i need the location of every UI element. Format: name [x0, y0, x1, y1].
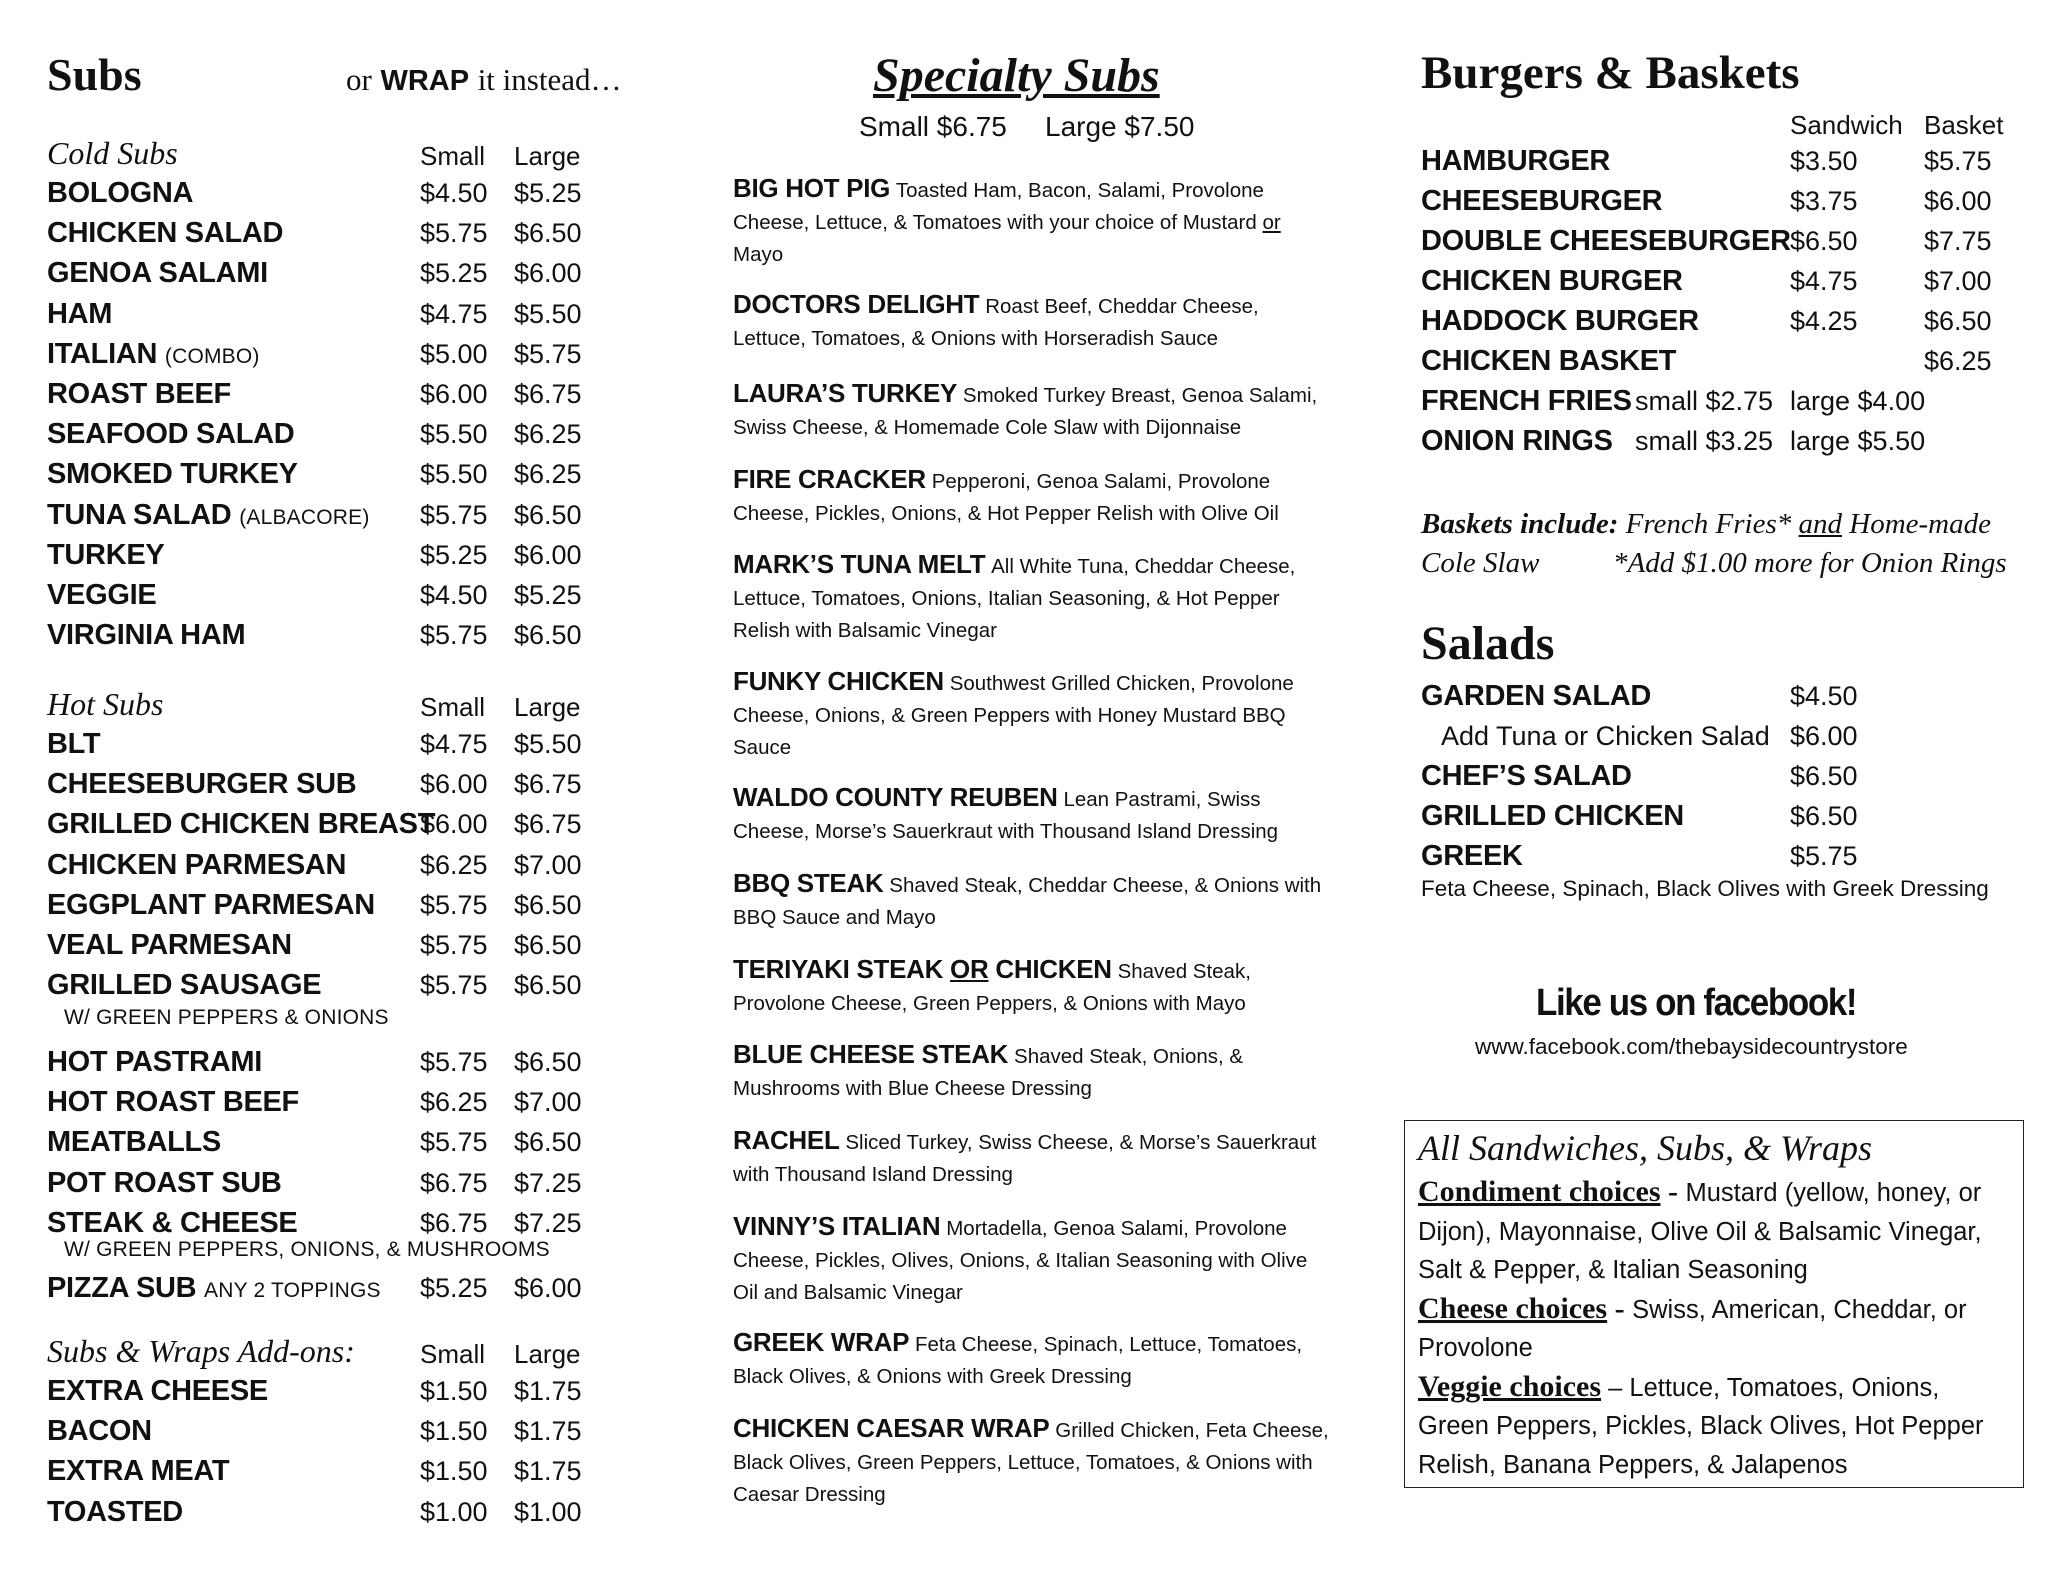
price-large: $6.50 — [514, 930, 582, 960]
item-name — [47, 969, 321, 1002]
burger-row-chicken-basket — [1421, 345, 2021, 383]
burger-row-cheeseburger — [1421, 185, 2021, 223]
price-basket: $6.00 — [1924, 186, 1992, 216]
price-small: $5.75 — [420, 1047, 488, 1077]
salad-row-chef-s-salad — [1421, 760, 2021, 798]
price-basket: $5.75 — [1924, 146, 1992, 176]
item-name: ONION RINGS — [1421, 425, 1613, 457]
specialty-desc-a: Shaved Steak, Onions, & Mushrooms with Blue Cheese Dressing — [733, 1045, 1244, 1100]
side-row-french-fries — [1421, 385, 2021, 423]
item-name-text: BOLOGNA — [47, 177, 194, 209]
menu-row-italian — [47, 338, 607, 376]
specialty-item-waldo-county-reuben — [733, 781, 1333, 848]
item-name — [47, 217, 283, 250]
price-small: $1.50 — [420, 1456, 488, 1487]
wrap-word: WRAP — [380, 65, 470, 97]
specialty-name-b: CHICKEN — [988, 954, 1112, 984]
specialty-name: RACHEL — [733, 1125, 840, 1155]
price-basket: $7.75 — [1924, 226, 1992, 256]
specialty-name: GREEK WRAP — [733, 1327, 910, 1357]
price-small: $6.25 — [420, 1087, 488, 1118]
item-name-text: BLT — [47, 728, 101, 760]
item-name — [47, 458, 298, 491]
item-name-text: CHEESEBURGER SUB — [47, 768, 357, 801]
specialty-desc-a: Smoked Turkey Breast, Genoa Salami, Swiss Cheese, & Homemade Cole Slaw with Dijonnaise — [733, 384, 1318, 439]
specialty-name: LAURA’S TURKEY — [733, 378, 958, 408]
specialty-name: CHICKEN CAESAR WRAP — [733, 1413, 1050, 1443]
addons-heading: Subs & Wraps Add-ons: — [47, 1333, 355, 1369]
salad-row-garden-salad — [1421, 680, 2021, 718]
item-name-text: MEATBALLS — [47, 1126, 221, 1159]
price-large: $6.75 — [514, 379, 582, 409]
menu-row-pot-roast-sub — [47, 1167, 607, 1205]
price-large: $6.00 — [514, 258, 582, 289]
menu-row-bacon — [47, 1415, 607, 1453]
menu-row-eggplant-parmesan — [47, 889, 607, 927]
burgers-title: Burgers & Baskets — [1421, 47, 1800, 99]
item-name: CHICKEN BASKET — [1421, 345, 1677, 377]
price-large: $5.75 — [514, 338, 582, 369]
hot-col-small: Small — [420, 692, 486, 722]
facebook-url[interactable]: www.facebook.com/thebaysidecountrystore — [1475, 1034, 1908, 1059]
cheese-text: Swiss, American, Cheddar, or Provolone — [1418, 1295, 1967, 1362]
price-large: $1.75 — [514, 1416, 582, 1447]
item-name — [47, 768, 356, 801]
condiment-box — [1404, 1120, 2024, 1488]
specialty-item-laura-s-turkey — [733, 377, 1333, 444]
price-small: $4.75 — [420, 298, 488, 329]
item-name-text: BACON — [47, 1415, 152, 1448]
item-name — [47, 1207, 297, 1240]
item-name: HADDOCK BURGER — [1421, 305, 1699, 337]
specialty-name-a: TERIYAKI STEAK — [733, 954, 951, 984]
price-large: $5.25 — [514, 178, 582, 208]
price-large: $1.00 — [514, 1496, 582, 1527]
specialty-name-or: OR — [950, 954, 989, 984]
specialty-desc-a: Toasted Ham, Bacon, Salami, Provolone Cheese, Lettuce, & Tomatoes with your choice of Mustard — [733, 179, 1264, 234]
specialty-desc-a: Mortadella, Genoa Salami, Provolone Cheese, Pickles, Olives, Onions, & Italian Seasoning with Olive Oil and Balsamic Vinegar — [733, 1217, 1308, 1304]
price-large: $7.00 — [514, 1087, 582, 1118]
item-name: CHEF’S SALAD — [1421, 760, 1632, 792]
basket-note-3 — [1613, 543, 2007, 583]
menu-row-extra-cheese — [47, 1375, 607, 1413]
item-name: FRENCH FRIES — [1421, 385, 1632, 417]
basket-note-b: Home-made — [1849, 508, 1991, 540]
price-sandwich: $3.50 — [1790, 146, 1858, 176]
item-name-text: TOASTED — [47, 1495, 183, 1528]
cold-subs-heading: Cold Subs — [47, 135, 178, 171]
menu-row-seafood-salad — [47, 418, 607, 456]
menu-row-grilled-chicken-breast — [47, 808, 607, 846]
price-small: $5.50 — [420, 459, 488, 490]
item-name-text: POT ROAST SUB — [47, 1166, 282, 1199]
price-small: $6.25 — [420, 849, 488, 880]
specialty-desc-b: Mayo — [733, 243, 784, 266]
specialty-item-teriyaki-steak-or-chicken — [733, 953, 1333, 1020]
specialty-item-funky-chicken — [733, 665, 1333, 764]
item-name — [47, 1272, 381, 1305]
price-large: $6.50 — [514, 889, 582, 920]
price-small: $4.75 — [420, 729, 488, 759]
item-name-text: TUNA SALAD — [47, 498, 232, 531]
specialty-desc-or: or — [1262, 211, 1281, 234]
specialty-name: BIG HOT PIG — [733, 173, 891, 203]
item-name-text: CHICKEN PARMESAN — [47, 848, 347, 881]
item-name — [47, 929, 292, 962]
price-small: $1.50 — [420, 1416, 488, 1447]
item-name — [47, 1167, 282, 1200]
specialty-name: WALDO COUNTY REUBEN — [733, 782, 1058, 812]
sausage-note: W/ GREEN PEPPERS & ONIONS — [64, 1006, 389, 1029]
price-large: $7.25 — [514, 1167, 582, 1198]
subs-title: Subs — [47, 49, 142, 100]
specialty-desc-a: All White Tuna, Cheddar Cheese, Lettuce, Tomatoes, Onions, Italian Seasoning, & Hot Pepper Relish with Balsamic Vinegar — [733, 555, 1296, 642]
pizza-name: PIZZA SUB — [47, 1272, 197, 1304]
price: $6.00 — [1790, 721, 1858, 751]
item-name — [47, 1086, 299, 1119]
specialty-desc-a: Sliced Turkey, Swiss Cheese, & Morse’s Sauerkraut with Thousand Island Dressing — [733, 1131, 1317, 1186]
specialty-desc-a: Shaved Steak, Cheddar Cheese, & Onions with BBQ Sauce and Mayo — [733, 874, 1322, 929]
specialty-name: BLUE CHEESE STEAK — [733, 1039, 1009, 1069]
item-name — [47, 728, 100, 761]
item-name — [47, 619, 245, 652]
price-basket: $6.25 — [1924, 346, 1992, 376]
price-large: $5.25 — [514, 580, 582, 610]
wrap-suffix: it instead… — [477, 62, 622, 97]
price-small: $4.50 — [420, 178, 488, 208]
facebook-heading: Like us on facebook! — [1536, 982, 1857, 1024]
price: $6.50 — [1790, 761, 1858, 791]
price-small: $5.00 — [420, 338, 488, 369]
specialty-desc-a: Grilled Chicken, Feta Cheese, Black Olives, Green Peppers, Lettuce, Tomatoes, & Onions with Caesar Dressing — [733, 1419, 1329, 1506]
price-large: large $4.00 — [1790, 386, 1926, 416]
veggie-label: Veggie choices — [1418, 1369, 1602, 1403]
condiment-text: Mustard (yellow, honey, or Dijon), Mayonnaise, Olive Oil & Balsamic Vinegar, Salt & Pepper, & Italian Seasoning — [1418, 1179, 1982, 1284]
menu-row-virginia-ham — [47, 619, 607, 657]
item-name: GARDEN SALAD — [1421, 680, 1652, 712]
price-large: $6.00 — [514, 1273, 582, 1303]
price-small: $5.25 — [420, 258, 488, 289]
price-small: $5.75 — [420, 499, 488, 530]
basket-note-d: *Add $1.00 more for Onion Rings — [1613, 547, 2007, 579]
basket-note — [1421, 504, 1991, 544]
specialty-item-rachel — [733, 1124, 1333, 1191]
burger-row-hamburger — [1421, 145, 2021, 183]
basket-note-c: Cole Slaw — [1421, 547, 1540, 579]
item-name-text: GENOA SALAMI — [47, 257, 268, 290]
item-name — [47, 338, 260, 371]
condiment-box-title: All Sandwiches, Subs, & Wraps — [1418, 1128, 1873, 1168]
specialty-item-blue-cheese-steak — [733, 1038, 1333, 1105]
price-small: $5.25 — [420, 1273, 488, 1303]
salad-row-add-tuna-or-chicken-salad — [1421, 720, 2021, 758]
item-name-text: STEAK & CHEESE — [47, 1206, 298, 1239]
specialty-item-doctors-delight — [733, 288, 1333, 355]
specialty-name: BBQ STEAK — [733, 868, 884, 898]
price-sandwich: $3.75 — [1790, 186, 1858, 216]
item-name: DOUBLE CHEESEBURGER — [1421, 225, 1791, 257]
specialty-desc-a: Pepperoni, Genoa Salami, Provolone Cheese, Pickles, Onions, & Hot Pepper Relish with Olive Oil — [733, 470, 1279, 525]
price-large: $6.00 — [514, 539, 582, 570]
menu-row-chicken-salad — [47, 217, 607, 255]
cold-col-small: Small — [420, 141, 486, 171]
item-name: Add Tuna or Chicken Salad — [1441, 721, 1770, 751]
item-name-text: SMOKED TURKEY — [47, 458, 298, 491]
item-name — [47, 177, 193, 210]
menu-row-ham — [47, 298, 607, 336]
item-name-text: EXTRA MEAT — [47, 1455, 230, 1488]
menu-row-veggie — [47, 579, 607, 617]
item-name-text: SEAFOOD SALAD — [47, 418, 295, 451]
menu-row-grilled-sausage — [47, 969, 607, 1007]
specialty-item-fire-cracker — [733, 463, 1333, 530]
item-name — [47, 1415, 152, 1448]
price-large: $6.25 — [514, 419, 582, 450]
price-small: $5.75 — [420, 1127, 488, 1158]
price-large: $7.25 — [514, 1207, 582, 1238]
price: $5.75 — [1790, 841, 1858, 871]
item-name-text: TURKEY — [47, 538, 165, 571]
item-name: GREEK — [1421, 840, 1523, 872]
specialty-item-chicken-caesar-wrap — [733, 1412, 1333, 1511]
menu-row-turkey — [47, 539, 607, 577]
burgers-col-basket: Basket — [1924, 110, 2004, 140]
menu-row-hot-pastrami — [47, 1046, 607, 1084]
item-name-text: CHICKEN SALAD — [47, 217, 284, 250]
price-sandwich: $4.25 — [1790, 306, 1858, 336]
item-name — [47, 579, 156, 612]
cheese-label: Cheese choices — [1418, 1291, 1608, 1325]
specialty-title: Specialty Subs — [873, 49, 1160, 102]
side-row-onion-rings — [1421, 425, 2021, 463]
price-large: $6.75 — [514, 809, 582, 840]
specialty-desc-a: Feta Cheese, Spinach, Lettuce, Tomatoes, Black Olives, & Onions with Greek Dressing — [733, 1333, 1303, 1388]
specialty-desc-a: Southwest Grilled Chicken, Provolone Cheese, Onions, & Green Peppers with Honey Mustard BBQ Sauce — [733, 672, 1294, 759]
specialty-item-greek-wrap — [733, 1326, 1333, 1393]
specialty-item-bbq-steak — [733, 867, 1333, 934]
greek-note: Feta Cheese, Spinach, Black Olives with Greek Dressing — [1421, 876, 1989, 901]
item-name-text: EGGPLANT PARMESAN — [47, 888, 375, 921]
price-small: $5.75 — [420, 889, 488, 920]
specialty-name: FIRE CRACKER — [733, 464, 926, 494]
price-small: $6.75 — [420, 1207, 488, 1238]
price-large: $7.00 — [514, 849, 582, 880]
price-large: $6.50 — [514, 620, 582, 651]
price-large: $6.50 — [514, 970, 582, 1001]
price-small: $5.75 — [420, 930, 488, 960]
item-name: GRILLED CHICKEN — [1421, 800, 1684, 832]
price-large: large $5.50 — [1790, 426, 1926, 456]
item-name — [47, 499, 370, 532]
specialty-desc-a: Shaved Steak, Provolone Cheese, Green Peppers, & Onions with Mayo — [733, 960, 1251, 1015]
hot-subs-heading: Hot Subs — [47, 686, 164, 722]
item-name — [47, 1375, 268, 1408]
item-name — [47, 298, 112, 331]
price-small: $1.00 — [420, 1496, 488, 1527]
burger-row-double-cheeseburger — [1421, 225, 2021, 263]
item-name-text: HAM — [47, 297, 113, 330]
menu-row-smoked-turkey — [47, 458, 607, 496]
item-name — [47, 1496, 183, 1529]
burgers-col-sandwich: Sandwich — [1790, 110, 1903, 140]
menu-row-hot-roast-beef — [47, 1086, 607, 1124]
item-name — [47, 257, 268, 290]
burger-row-haddock-burger — [1421, 305, 2021, 343]
pizza-note: ANY 2 TOPPINGS — [204, 1279, 381, 1302]
menu-row-genoa-salami — [47, 257, 607, 295]
menu-row-meatballs — [47, 1126, 607, 1164]
item-name-text: ITALIAN — [47, 337, 158, 370]
specialty-name: MARK’S TUNA MELT — [733, 549, 986, 579]
condiment-label: Condiment choices — [1418, 1175, 1661, 1208]
item-name — [47, 1455, 229, 1488]
price-small: $5.25 — [420, 539, 488, 570]
salad-row-grilled-chicken — [1421, 800, 2021, 838]
veggie-text: Lettuce, Tomatoes, Onions, Green Peppers, Pickles, Black Olives, Hot Pepper Relish, Banana Peppers, & Jalapenos — [1418, 1373, 1984, 1479]
specialty-name: FUNKY CHICKEN — [733, 666, 944, 696]
basket-note-2 — [1421, 543, 1539, 583]
item-name — [47, 418, 294, 451]
price-large: $5.50 — [514, 298, 582, 329]
menu-row-cheeseburger-sub — [47, 768, 607, 806]
item-name — [47, 849, 346, 882]
item-name: HAMBURGER — [1421, 145, 1611, 177]
price-small: $1.50 — [420, 1376, 488, 1406]
item-name-text: VIRGINIA HAM — [47, 619, 246, 652]
salad-row-greek — [1421, 840, 2021, 878]
specialty-item-vinny-s-italian — [733, 1210, 1333, 1309]
price-small: $5.50 — [420, 419, 488, 450]
item-name — [47, 539, 164, 572]
price-sandwich: $4.75 — [1790, 266, 1858, 296]
hot-col-large: Large — [514, 692, 581, 722]
menu-row-blt — [47, 728, 607, 766]
menu-row-veal-parmesan — [47, 929, 607, 967]
price-small: $5.75 — [420, 970, 488, 1001]
price-large: $5.50 — [514, 729, 582, 759]
price-small: $6.00 — [420, 809, 488, 840]
item-name — [47, 889, 375, 922]
item-name-text: VEGGIE — [47, 579, 157, 611]
price-small: $6.00 — [420, 379, 488, 409]
item-name — [47, 1046, 262, 1079]
specialty-price-large: Large $7.50 — [1045, 111, 1195, 142]
price: $4.50 — [1790, 681, 1858, 711]
price-large: $6.50 — [514, 1127, 582, 1158]
menu-row-chicken-parmesan — [47, 849, 607, 887]
item-name: CHICKEN BURGER — [1421, 265, 1683, 297]
menu-row-roast-beef — [47, 378, 607, 416]
item-name-text: GRILLED SAUSAGE — [47, 969, 322, 1002]
price-small: small $2.75 — [1635, 386, 1774, 416]
price-large: $1.75 — [514, 1456, 582, 1487]
specialty-name — [733, 954, 1112, 984]
price-large: $6.50 — [514, 1047, 582, 1077]
item-name-text: EXTRA CHEESE — [47, 1375, 268, 1407]
item-name-text: HOT ROAST BEEF — [47, 1086, 299, 1119]
wrap-option-note — [346, 62, 621, 98]
price-large: $6.25 — [514, 459, 582, 490]
salads-title: Salads — [1421, 617, 1555, 670]
specialty-name: DOCTORS DELIGHT — [733, 289, 980, 319]
price: $6.50 — [1790, 801, 1858, 831]
price-basket: $7.00 — [1924, 266, 1992, 296]
burger-row-chicken-burger — [1421, 265, 2021, 303]
specialty-name: VINNY’S ITALIAN — [733, 1211, 941, 1241]
condiment-sep: - — [1660, 1175, 1686, 1208]
price-large: $6.50 — [514, 218, 582, 249]
price-small: $5.75 — [420, 218, 488, 249]
price-small: $6.00 — [420, 769, 488, 800]
specialty-item-big-hot-pig — [733, 172, 1333, 271]
item-name-text: VEAL PARMESAN — [47, 929, 292, 961]
wrap-prefix: or — [346, 62, 372, 97]
price-small: small $3.25 — [1635, 426, 1774, 456]
menu-row-extra-meat — [47, 1455, 607, 1493]
basket-note-label: Baskets include: — [1421, 508, 1619, 540]
menu-row-tuna-salad — [47, 499, 607, 537]
specialty-desc-a: Lean Pastrami, Swiss Cheese, Morse’s Sauerkraut with Thousand Island Dressing — [733, 788, 1279, 843]
menu-row-bologna — [47, 177, 607, 215]
item-name-text: ROAST BEEF — [47, 378, 231, 410]
specialty-item-mark-s-tuna-melt — [733, 548, 1333, 647]
condiment-box-body — [1418, 1173, 2008, 1484]
menu-row-pizza-sub — [47, 1272, 607, 1310]
basket-note-a: French Fries* — [1625, 508, 1792, 540]
cold-col-large: Large — [514, 141, 581, 171]
price-small: $4.50 — [420, 580, 488, 610]
veggie-sep: – — [1601, 1373, 1630, 1402]
price-large: $6.50 — [514, 499, 582, 530]
cheese-sep: - — [1607, 1291, 1633, 1325]
item-note: (ALBACORE) — [239, 505, 370, 529]
menu-row-toasted — [47, 1496, 607, 1534]
price-large: $1.75 — [514, 1376, 582, 1406]
specialty-desc-a: Roast Beef, Cheddar Cheese, Lettuce, Tomatoes, & Onions with Horseradish Sauce — [733, 295, 1259, 350]
price-large: $6.75 — [514, 769, 582, 800]
item-name — [47, 378, 231, 411]
item-name — [47, 808, 435, 841]
item-name: CHEESEBURGER — [1421, 185, 1663, 217]
price-small: $5.75 — [420, 620, 488, 651]
item-name-text: HOT PASTRAMI — [47, 1046, 262, 1078]
price-basket: $6.50 — [1924, 306, 1992, 336]
item-note: (COMBO) — [164, 344, 260, 368]
addons-col-large: Large — [514, 1339, 581, 1369]
basket-note-and: and — [1798, 508, 1843, 540]
item-name-text: GRILLED CHICKEN BREAST — [47, 808, 436, 841]
specialty-price-small: Small $6.75 — [859, 111, 1007, 142]
price-sandwich: $6.50 — [1790, 226, 1858, 256]
price-small: $6.75 — [420, 1167, 488, 1198]
addons-col-small: Small — [420, 1339, 486, 1369]
steak-note: W/ GREEN PEPPERS, ONIONS, & MUSHROOMS — [64, 1238, 550, 1261]
item-name — [47, 1126, 221, 1159]
